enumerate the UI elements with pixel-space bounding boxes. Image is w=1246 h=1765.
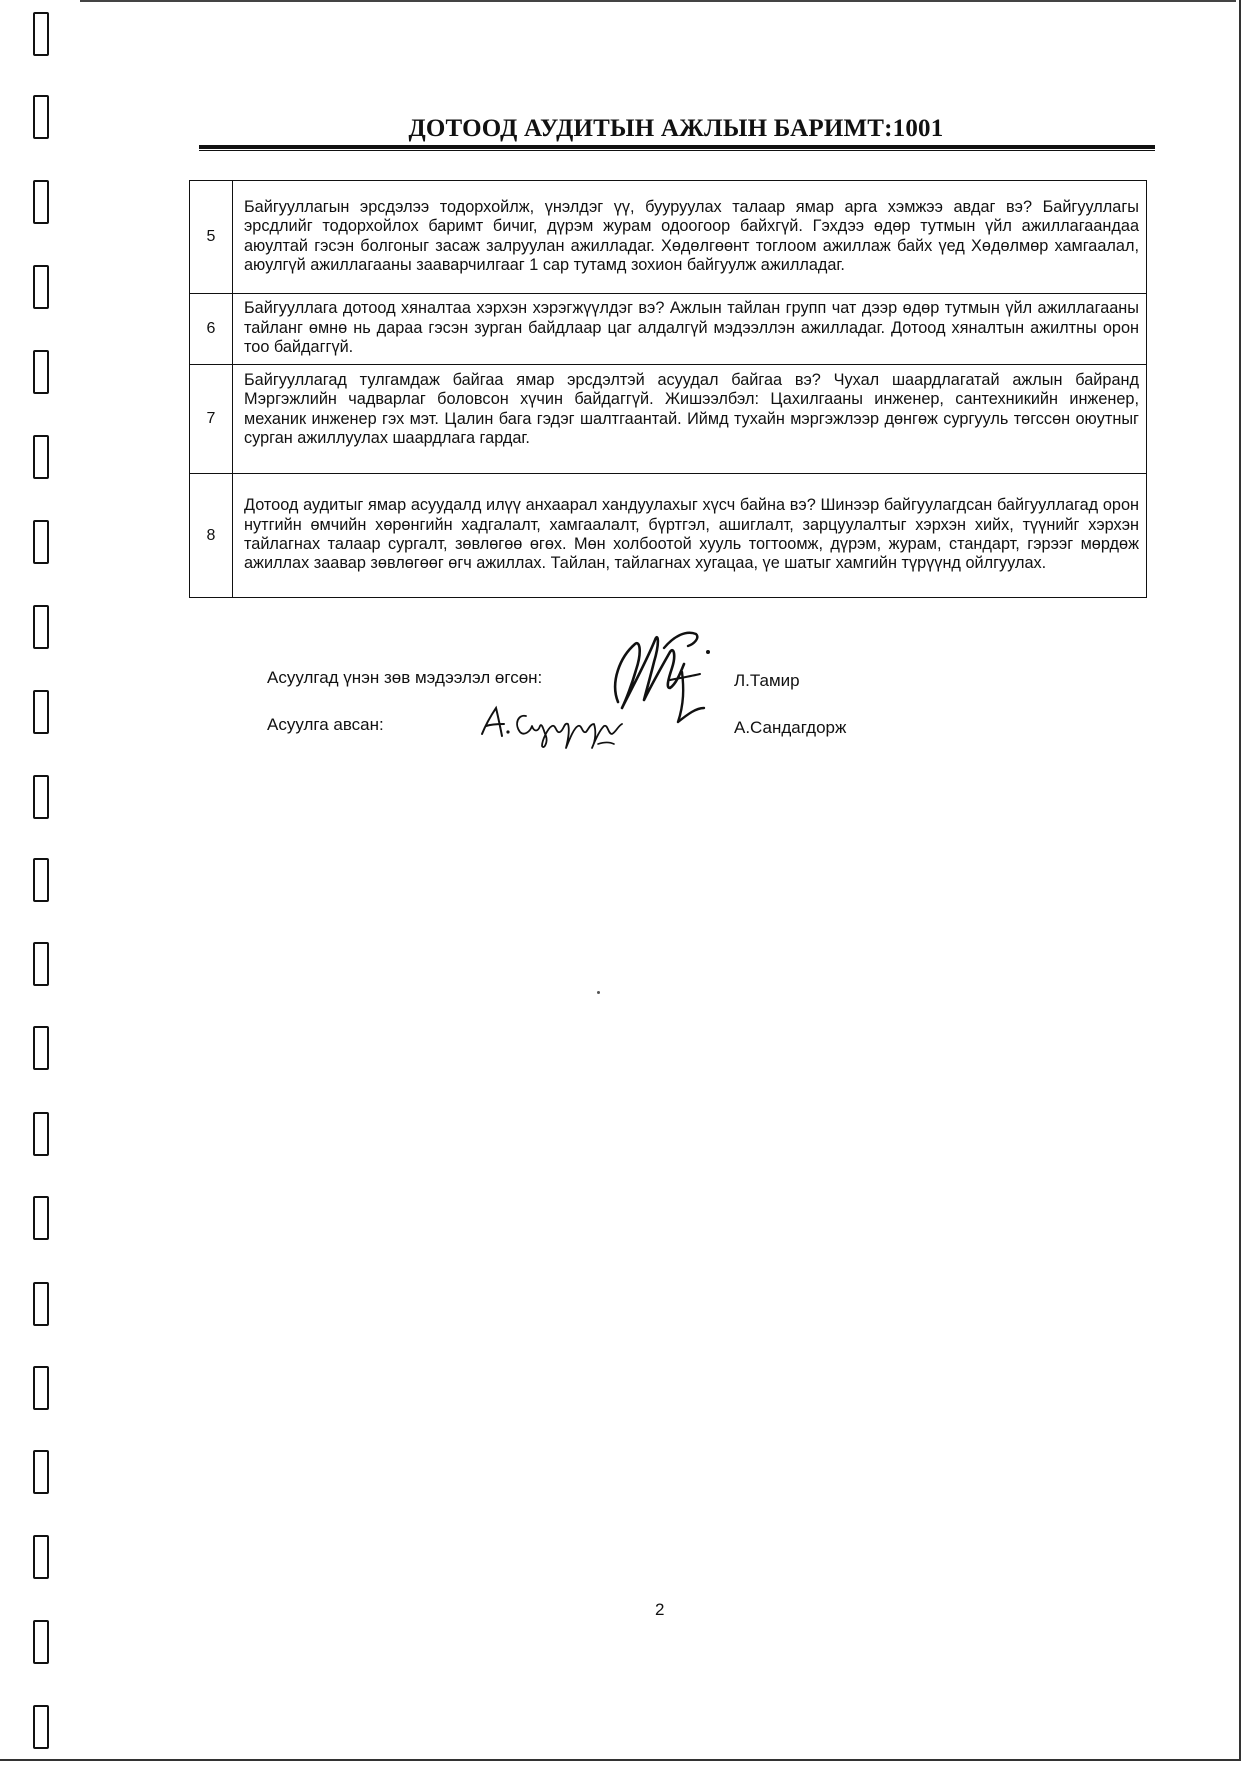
binding-hole — [33, 12, 49, 56]
row-number: 6 — [190, 294, 233, 365]
interviewer-label: Асуулга авсан: — [267, 715, 384, 734]
binding-hole — [33, 1366, 49, 1410]
binding-hole — [33, 1450, 49, 1494]
binding-hole — [33, 435, 49, 479]
interviewer-name: А.Сандагдорж — [734, 718, 847, 737]
binding-hole — [33, 1196, 49, 1240]
table-row — [190, 365, 1147, 474]
interviewer-signature — [478, 702, 628, 752]
page-number: 2 — [655, 1600, 665, 1619]
document-title: ДОТООД АУДИТЫН АЖЛЫН БАРИМТ:1001 — [408, 115, 944, 142]
binding-hole — [33, 605, 49, 649]
table-row — [190, 294, 1147, 365]
binding-hole — [33, 95, 49, 139]
row-text: Дотоод аудитыг ямар асуудалд илүү анхаарал хандуулахыг хүсч байна вэ? Шинээр байгуулагдсан байгууллагад орон нутгийн өмчийн хөрөнгийн хадгалалт, хамгаалалт, бүртгэл, ашиглалт, зарцуулалтыг хэрхэн хийх, түүнийг хэрхэн тайлагнах талаар сургалт, зөвлөгөө өгөх. Мөн холбоотой хууль тогтоомж, дүрэм, журам, стандарт, гэрээг мөрдөж ажиллах заавар зөвлөгөөг өгч ажиллах. Тайлан, тайлагнах хугацаа, үе шатыг хамгийн түрүүнд ойлгуулах. — [233, 474, 1147, 598]
table-row — [190, 474, 1147, 598]
binding-hole — [33, 858, 49, 902]
binding-hole — [33, 180, 49, 224]
row-text: Байгууллага дотоод хяналтаа хэрхэн хэрэгжүүлдэг вэ? Ажлын тайлан групп чат дээр өдөр тутмын үйл ажиллагааны тайланг өмнө нь дараа гэсэн зурган байдлаар цаг алдалгүй мэдээллэн ажилладаг. Дотоод хяналтын ажилтны орон тоо байдаггүй. — [233, 294, 1147, 365]
binding-hole — [33, 690, 49, 734]
binding-hole — [33, 1620, 49, 1664]
row-number: 7 — [190, 365, 233, 474]
binding-hole — [33, 775, 49, 819]
row-number: 8 — [190, 474, 233, 598]
binding-hole — [33, 1705, 49, 1749]
scan-speck — [597, 991, 600, 994]
table-row — [190, 181, 1147, 294]
row-text: Байгууллагын эрсдэлээ тодорхойлж, үнэлдэг үү, бууруулах талаар ямар арга хэмжээ авдаг вэ? Байгууллагы эрсдлийг тодорхойлох баримт бичиг, дүрэм журам одоогоор байхгүй. Гэхдээ өдөр тутмын үйл ажиллагаандаа аюултай гэсэн болгоныг засаж залруулан ажилладаг. Хөдөлгөөнт тоглоом ажиллаж байх үед Хөдөлмөр хамгаалал, аюулгүй ажиллагааны зааварчилгааг 1 сар тутамд зохион байгуулж ажилладаг. — [233, 181, 1147, 294]
row-text: Байгууллагад тулгамдаж байгаа ямар эрсдэлтэй асуудал байгаа вэ? Чухал шаардлагатай ажлын байранд Мэргэжлийн чадварлаг боловсон хүчин байдаггүй. Жишээлбэл: Цахилгааны инженер, сантехникийн инженер, механик инженер гэх мэт. Цалин бага гэдэг шалтгаантай. Иймд тухайн мэргэжлээр дөнгөж сургууль төгссөн оюутныг сурган ажиллуулах шаардлага гардаг. — [233, 365, 1147, 474]
row-number: 5 — [190, 181, 233, 294]
binding-hole — [33, 1026, 49, 1070]
audit-questions-table — [189, 180, 1147, 598]
binding-hole — [33, 1535, 49, 1579]
binding-hole — [33, 265, 49, 309]
respondent-name: Л.Тамир — [734, 671, 800, 690]
binding-hole — [33, 1282, 49, 1326]
title-rule — [199, 145, 1155, 151]
binding-hole — [33, 350, 49, 394]
respondent-label: Асуулгад үнэн зөв мэдээлэл өгсөн: — [267, 668, 543, 687]
scan-top-edge — [80, 0, 1236, 2]
binding-hole — [33, 942, 49, 986]
binding-hole — [33, 520, 49, 564]
binding-hole — [33, 1112, 49, 1156]
